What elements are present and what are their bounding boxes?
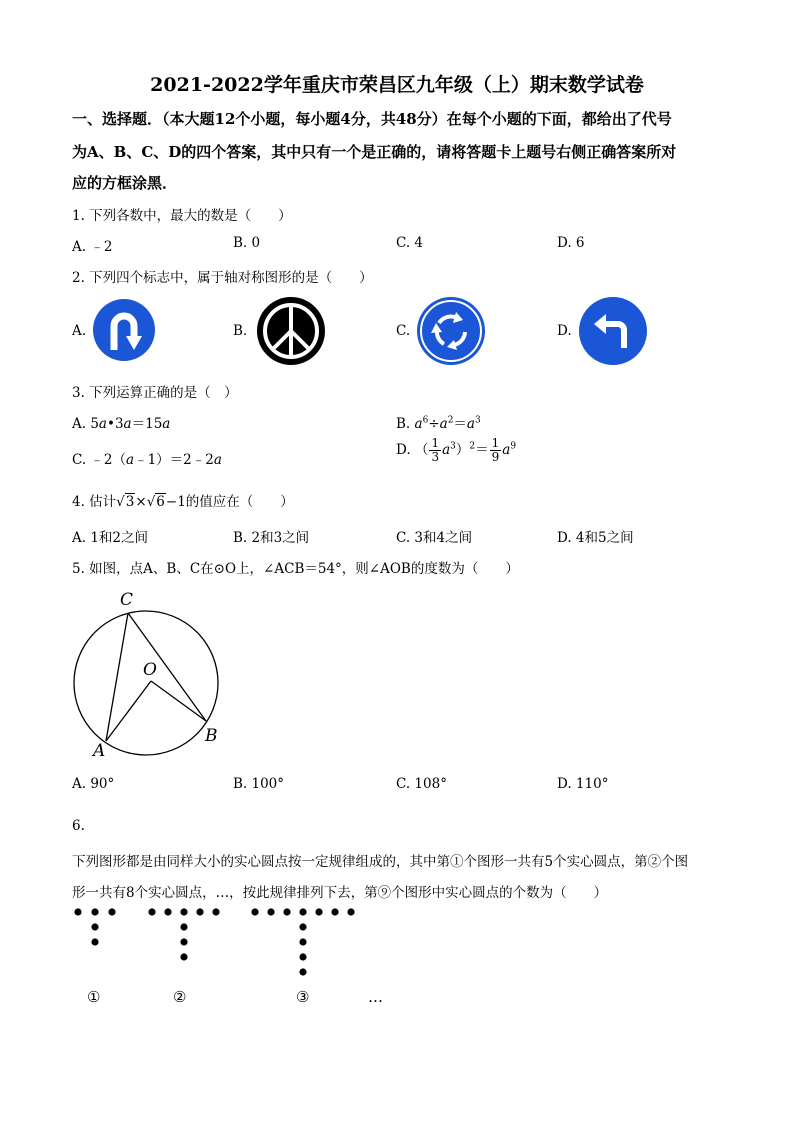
peace-sign-icon [256, 296, 326, 366]
q2-option-a[interactable]: A. [72, 323, 87, 339]
question-6-number: 6. [72, 818, 85, 834]
page-title: 2021-2022学年重庆市荣昌区九年级（上）期末数学试卷 [150, 74, 644, 96]
q4-option-a[interactable]: A. 1和2之间 [72, 530, 149, 546]
q5-option-c[interactable]: C. 108° [396, 776, 447, 792]
segment-ob [151, 681, 206, 721]
question-6-line-1: 下列图形都是由同样大小的实心圆点按一定规律组成的，其中第①个图形一共有5个实心圆点，第②个图 [72, 854, 689, 870]
figure-label-3: ③ [296, 988, 310, 1006]
q3-option-c[interactable]: C. ﹣2（a﹣1）＝2﹣2a [72, 452, 222, 468]
question-3-stem: 3. 下列运算正确的是（ ） [72, 385, 238, 401]
q2-option-b[interactable]: B. [233, 323, 248, 339]
q2-option-d[interactable]: D. [557, 323, 572, 339]
q5-option-b[interactable]: B. 100° [233, 776, 285, 792]
question-2-stem: 2. 下列四个标志中，属于轴对称图形的是（ ） [72, 270, 373, 286]
segment-oa [106, 681, 151, 741]
q4-option-c[interactable]: C. 3和4之间 [396, 530, 473, 546]
q5-option-d[interactable]: D. 110° [557, 776, 609, 792]
u-turn-sign-icon [92, 298, 156, 362]
figure-2-dots [148, 908, 219, 960]
turn-left-sign-icon [578, 296, 648, 366]
q1-option-b[interactable]: B. 0 [233, 235, 261, 251]
circle-diagram [66, 585, 236, 765]
section-heading-line-3: 应的方框涂黑． [72, 174, 178, 192]
q4-option-d[interactable]: D. 4和5之间 [557, 530, 634, 546]
figure-label-1: ① [87, 988, 101, 1006]
figure-1-dots [74, 908, 115, 945]
dot-pattern-figures [70, 902, 390, 1017]
q1-option-a[interactable]: A. ﹣2 [72, 239, 113, 255]
point-label-a: A [93, 741, 106, 761]
point-label-c: C [120, 590, 134, 610]
section-heading-line-2: 为A、B、C、D的四个答案，其中只有一个是正确的，请将答题卡上题号右侧正确答案所对 [72, 143, 677, 161]
figure-3-dots [251, 908, 354, 975]
question-6-line-2: 形一共有8个实心圆点，…，按此规律排列下去，第⑨个图形中实心圆点的个数为（ ） [72, 885, 608, 901]
q3-option-a[interactable]: A. 5a•3a＝15a [72, 416, 171, 432]
q2-option-c[interactable]: C. [396, 323, 411, 339]
figure-label-ellipsis: … [368, 988, 383, 1006]
q5-option-a[interactable]: A. 90° [72, 776, 115, 792]
q4-option-b[interactable]: B. 2和3之间 [233, 530, 310, 546]
point-label-o: O [143, 660, 157, 680]
roundabout-sign-icon [416, 296, 486, 366]
figure-label-2: ② [173, 988, 187, 1006]
q1-option-d[interactable]: D. 6 [557, 235, 585, 251]
circle-o [74, 611, 218, 755]
question-4-stem: 4. 估计√3×√6−1的值应在（ ） [72, 494, 294, 510]
question-1-stem: 1. 下列各数中，最大的数是（ ） [72, 208, 292, 224]
section-heading-line-1: 一、选择题．（本大题12个小题，每小题4分，共48分）在每个小题的下面，都给出了代号 [72, 110, 672, 128]
question-5-stem: 5. 如图，点A、B、C在⊙O上，∠ACB＝54°，则∠AOB的度数为（ ） [72, 561, 519, 577]
q1-option-c[interactable]: C. 4 [396, 235, 424, 251]
segment-ca [106, 613, 128, 741]
q3-option-b[interactable]: B. $a^6\div a^2=a^3$ [396, 415, 481, 432]
q3-option-d[interactable]: D. （ $\frac{1}{3}$ $a^3)^2=$ $\frac{1}{9}$ $a^9$ [396, 436, 517, 464]
point-label-b: B [205, 726, 218, 746]
